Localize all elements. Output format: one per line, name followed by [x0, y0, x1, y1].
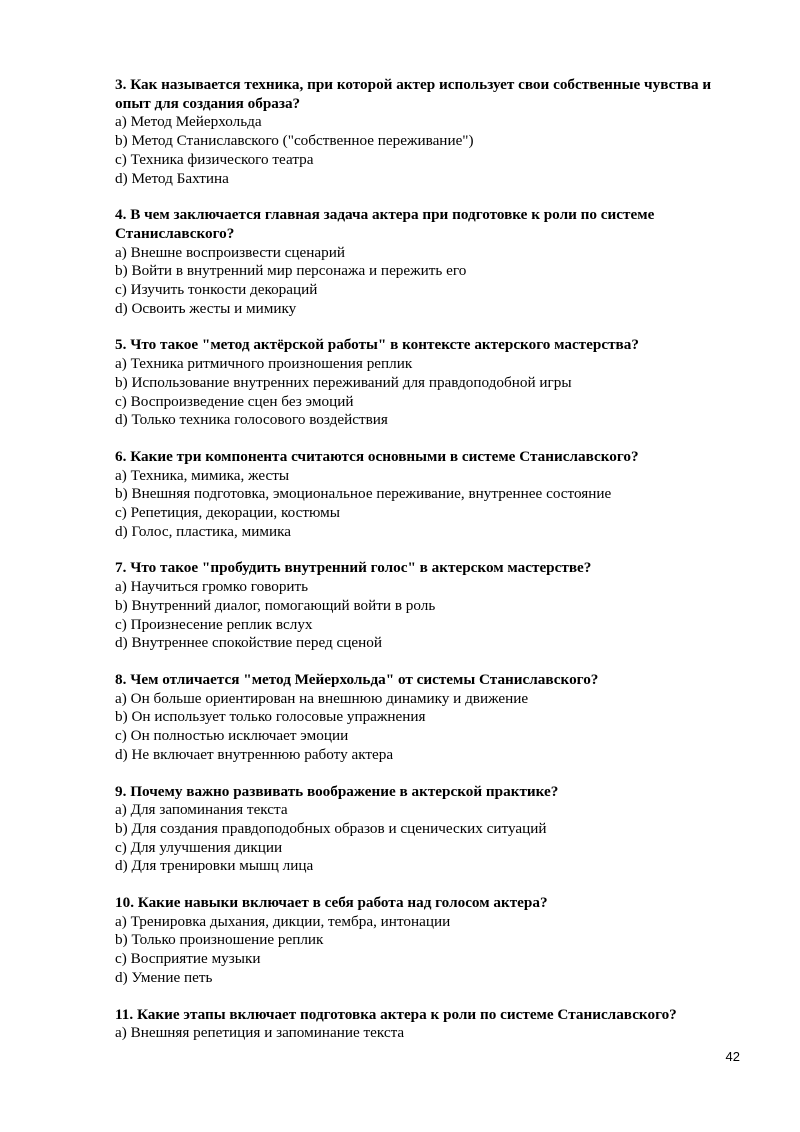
- answer-option: a) Внешне воспроизвести сценарий: [115, 243, 346, 261]
- answer-option: d) Голос, пластика, мимика: [115, 522, 291, 540]
- answer-option: c) Изучить тонкости декораций: [115, 281, 318, 299]
- answer-option: a) Тренировка дыхания, дикции, тембра, интонации: [115, 912, 451, 930]
- question-title: 6. Какие три компонента считаются основными в системе Станиславского?: [115, 447, 639, 465]
- answer-option: c) Техника физического театра: [115, 150, 314, 168]
- question-title: 5. Что такое "метод актёрской работы" в контексте актерского мастерства?: [115, 336, 639, 354]
- answer-option: a) Внешняя репетиция и запоминание текста: [115, 1024, 405, 1042]
- question-title: 11. Какие этапы включает подготовка актера к роли по системе Станиславского?: [115, 1005, 677, 1023]
- answer-option: b) Только произношение реплик: [115, 931, 324, 949]
- answer-option: b) Для создания правдоподобных образов и сценических ситуаций: [115, 819, 547, 837]
- answer-option: d) Внутреннее спокойствие перед сценой: [115, 634, 382, 652]
- question-10: [115, 894, 745, 988]
- question-title: 10. Какие навыки включает в себя работа над голосом актера?: [115, 894, 548, 912]
- answer-option: c) Воспроизведение сцен без эмоций: [115, 392, 354, 410]
- answer-option: a) Научиться громко говорить: [115, 578, 309, 596]
- answer-option: b) Метод Станиславского ("собственное переживание"): [115, 132, 474, 150]
- question-3: [115, 76, 745, 188]
- answer-option: a) Он больше ориентирован на внешнюю динамику и движение: [115, 689, 529, 707]
- answer-option: c) Восприятие музыки: [115, 950, 261, 968]
- answer-option: b) Использование внутренних переживаний для правдоподобной игры: [115, 373, 572, 391]
- answer-option: c) Репетиция, декорации, костюмы: [115, 504, 340, 522]
- question-4: [115, 206, 745, 318]
- answer-option: c) Он полностью исключает эмоции: [115, 727, 349, 745]
- question-title: 8. Чем отличается "метод Мейерхольда" от системы Станиславского?: [115, 670, 599, 688]
- document-body: [115, 76, 745, 1061]
- answer-option: d) Для тренировки мышц лица: [115, 857, 314, 875]
- question-title: 9. Почему важно развивать воображение в актерской практике?: [115, 782, 559, 800]
- answer-option: c) Произнесение реплик вслух: [115, 615, 313, 633]
- page-number: 42: [725, 1049, 740, 1064]
- answer-option: a) Техника, мимика, жесты: [115, 466, 290, 484]
- question-6: [115, 448, 745, 542]
- answer-option: b) Войти в внутренний мир персонажа и пережить его: [115, 262, 467, 280]
- question-5: [115, 336, 745, 430]
- answer-option: b) Внутренний диалог, помогающий войти в роль: [115, 596, 436, 614]
- answer-option: d) Не включает внутреннюю работу актера: [115, 745, 394, 763]
- question-9: [115, 783, 745, 877]
- answer-option: a) Метод Мейерхольда: [115, 113, 262, 131]
- answer-option: a) Техника ритмичного произношения реплик: [115, 355, 413, 373]
- question-title: 3. Как называется техника, при которой актер использует свои собственные чувства и опыт для создания образа?: [115, 76, 712, 112]
- answer-option: d) Метод Бахтина: [115, 169, 229, 187]
- question-8: [115, 671, 745, 765]
- answer-option: b) Внешняя подготовка, эмоциональное переживание, внутреннее состояние: [115, 485, 612, 503]
- question-7: [115, 559, 745, 653]
- answer-option: d) Освоить жесты и мимику: [115, 299, 297, 317]
- answer-option: d) Умение петь: [115, 968, 213, 986]
- answer-option: a) Для запоминания текста: [115, 801, 288, 819]
- question-title: 7. Что такое "пробудить внутренний голос" в актерском мастерстве?: [115, 559, 592, 577]
- answer-option: c) Для улучшения дикции: [115, 838, 283, 856]
- question-11: [115, 1006, 745, 1043]
- answer-option: b) Он использует только голосовые упражнения: [115, 708, 426, 726]
- question-title: 4. В чем заключается главная задача актера при подготовке к роли по системе Станиславского?: [115, 206, 655, 242]
- answer-option: d) Только техника голосового воздействия: [115, 411, 388, 429]
